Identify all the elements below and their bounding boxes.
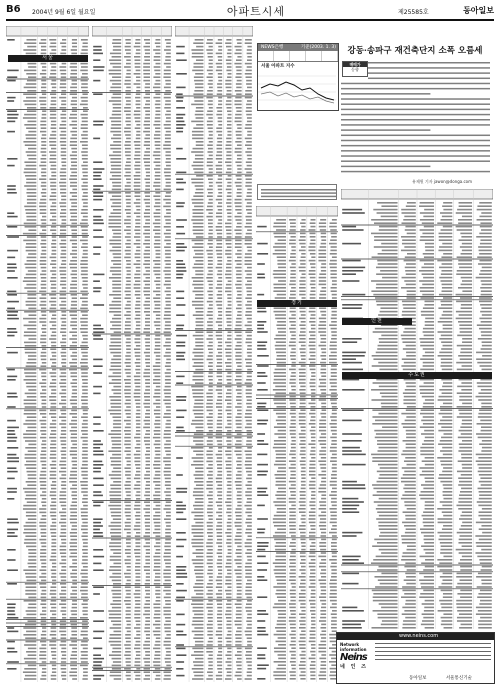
table-row bbox=[112, 301, 171, 303]
price-table-column bbox=[341, 189, 493, 629]
table-row bbox=[111, 437, 171, 439]
index-series-line bbox=[261, 82, 334, 100]
text-line bbox=[341, 129, 430, 131]
table-row bbox=[194, 433, 252, 435]
neins-logo-brand: Neins bbox=[340, 652, 367, 663]
table-row bbox=[111, 206, 171, 208]
price-table-column bbox=[175, 26, 253, 682]
table-row bbox=[275, 386, 337, 388]
text-line bbox=[341, 103, 490, 105]
text-line bbox=[341, 93, 430, 95]
table-row bbox=[376, 301, 492, 303]
issue-date: 2004년 9월 6일 월요일 bbox=[32, 9, 96, 16]
region-banner: 인천 bbox=[342, 318, 412, 325]
article-byline: 유제원 기자 jawon@donga.com bbox=[412, 179, 473, 184]
table-row bbox=[113, 420, 170, 422]
table-row bbox=[28, 552, 87, 554]
index-cell bbox=[274, 56, 290, 61]
table-row bbox=[194, 627, 251, 629]
table-row bbox=[112, 379, 171, 381]
text-line bbox=[368, 78, 490, 80]
partner-name: 서울통신기술 bbox=[445, 676, 472, 681]
table-row bbox=[276, 352, 337, 354]
neins-logo-top: Network information bbox=[340, 642, 367, 652]
table-row bbox=[372, 423, 491, 425]
index-cell bbox=[290, 56, 306, 61]
table-row bbox=[26, 576, 88, 578]
table-row bbox=[113, 257, 170, 259]
table-row bbox=[275, 477, 336, 479]
table-row bbox=[382, 250, 492, 252]
table-row bbox=[278, 267, 337, 269]
listing-table bbox=[175, 26, 253, 682]
table-row bbox=[195, 444, 251, 446]
table-row bbox=[375, 297, 492, 299]
table-row bbox=[112, 651, 171, 653]
table-row bbox=[278, 637, 337, 639]
table-row bbox=[111, 515, 171, 517]
table-row bbox=[275, 593, 336, 595]
neins-text-lines bbox=[375, 643, 491, 663]
table-row bbox=[28, 148, 88, 150]
table-row bbox=[194, 76, 252, 78]
table-row bbox=[25, 590, 88, 592]
table-row bbox=[113, 233, 171, 235]
table-row bbox=[113, 134, 171, 136]
table-row bbox=[28, 66, 88, 68]
table-row bbox=[111, 539, 171, 541]
table-row bbox=[26, 386, 87, 388]
table-row bbox=[25, 637, 88, 639]
table-row bbox=[26, 53, 88, 55]
table-row bbox=[371, 399, 491, 401]
table-row bbox=[26, 495, 88, 497]
table-row bbox=[374, 246, 492, 248]
table-row bbox=[112, 580, 171, 582]
table-row bbox=[371, 290, 491, 292]
table-row bbox=[194, 665, 252, 667]
table-row bbox=[28, 566, 87, 568]
market-index-box bbox=[257, 43, 339, 111]
table-row bbox=[26, 178, 88, 180]
text-line bbox=[341, 119, 490, 121]
article-body bbox=[340, 59, 492, 177]
table-row bbox=[380, 311, 492, 313]
table-row bbox=[26, 362, 87, 364]
table-row bbox=[113, 427, 171, 429]
text-line bbox=[341, 171, 490, 173]
text-line bbox=[368, 72, 490, 74]
table-row bbox=[196, 454, 252, 456]
table-row bbox=[372, 416, 491, 418]
table-row bbox=[111, 406, 171, 408]
table-row bbox=[26, 83, 88, 85]
table-row bbox=[26, 151, 88, 153]
neins-url-bar: www.neins.com bbox=[337, 633, 494, 640]
table-row bbox=[28, 597, 87, 599]
table-row bbox=[194, 63, 252, 65]
partner-name: 동아일보 bbox=[409, 676, 427, 681]
table-row bbox=[28, 556, 87, 558]
price-table-column bbox=[256, 206, 338, 682]
text-block bbox=[340, 59, 492, 177]
table-row bbox=[276, 481, 337, 483]
table-row bbox=[378, 617, 492, 619]
table-row bbox=[26, 73, 87, 75]
text-line bbox=[341, 83, 490, 85]
index-series-line bbox=[261, 92, 334, 103]
table-row bbox=[111, 97, 170, 99]
table-row bbox=[278, 280, 337, 282]
table-row bbox=[376, 518, 492, 520]
text-line bbox=[261, 192, 336, 194]
section-title: 아파트시세 bbox=[226, 5, 286, 18]
table-row bbox=[372, 590, 492, 592]
table-row bbox=[276, 590, 337, 592]
table-row bbox=[26, 246, 88, 248]
table-row bbox=[275, 392, 336, 394]
table-row bbox=[379, 474, 491, 476]
table-row bbox=[28, 450, 88, 452]
table-row bbox=[278, 416, 337, 418]
table-row bbox=[278, 467, 337, 469]
table-row bbox=[25, 209, 88, 211]
table-row bbox=[372, 457, 491, 459]
index-cell bbox=[258, 56, 274, 61]
notice-box bbox=[257, 184, 337, 200]
table-row bbox=[377, 471, 492, 473]
table-row bbox=[194, 413, 252, 415]
table-row bbox=[372, 545, 492, 547]
table-row bbox=[194, 80, 252, 82]
price-table-column bbox=[92, 26, 172, 682]
table-row bbox=[378, 253, 492, 255]
table-row bbox=[196, 141, 252, 143]
table-row bbox=[373, 593, 491, 595]
table-row bbox=[26, 127, 88, 129]
index-header-bar bbox=[258, 44, 338, 51]
text-line bbox=[261, 196, 336, 198]
table-row bbox=[373, 382, 492, 384]
table-row bbox=[375, 586, 492, 588]
table-row bbox=[378, 579, 492, 581]
issue-number: 제25585호 bbox=[398, 9, 429, 16]
table-row bbox=[25, 134, 87, 136]
listing-table bbox=[341, 189, 493, 629]
table-row bbox=[276, 229, 337, 231]
text-line bbox=[341, 160, 490, 162]
table-row bbox=[374, 236, 492, 238]
table-row bbox=[378, 314, 492, 316]
table-row bbox=[276, 457, 337, 459]
table-row bbox=[28, 563, 88, 565]
table-row bbox=[381, 552, 492, 554]
table-row bbox=[374, 576, 491, 578]
table-row bbox=[276, 552, 337, 554]
text-line bbox=[375, 647, 491, 648]
trend-tag-top: 매매가 bbox=[343, 62, 367, 67]
table-row bbox=[196, 236, 252, 238]
text-line bbox=[341, 166, 430, 168]
table-row bbox=[112, 114, 171, 116]
table-row bbox=[276, 335, 337, 337]
trend-tag-bottom: 동향 bbox=[351, 67, 359, 72]
table-row bbox=[112, 607, 171, 609]
text-line bbox=[375, 643, 491, 644]
table-row bbox=[113, 141, 171, 143]
table-row bbox=[28, 665, 88, 667]
text-line bbox=[341, 135, 490, 137]
index-cell bbox=[322, 56, 338, 61]
table-row bbox=[26, 546, 88, 548]
table-row bbox=[196, 593, 252, 595]
text-line bbox=[341, 150, 490, 152]
text-line bbox=[341, 140, 490, 142]
table-row bbox=[111, 260, 171, 262]
table-row bbox=[381, 403, 492, 405]
table-row bbox=[275, 559, 337, 561]
index-cell bbox=[306, 56, 322, 61]
table-row bbox=[374, 222, 492, 224]
listing-table bbox=[256, 206, 338, 682]
table-row bbox=[194, 372, 252, 374]
table-row bbox=[28, 444, 87, 446]
table-row bbox=[374, 239, 492, 241]
table-row bbox=[377, 202, 492, 204]
table-row bbox=[195, 369, 251, 371]
text-line bbox=[341, 109, 490, 111]
table-row bbox=[28, 253, 88, 255]
text-line bbox=[261, 189, 336, 191]
table-row bbox=[26, 284, 87, 286]
table-row bbox=[372, 256, 492, 258]
table-row bbox=[25, 593, 87, 595]
neins-logo-korean: 네 인 즈 bbox=[340, 664, 368, 670]
table-row bbox=[194, 403, 252, 405]
text-line bbox=[341, 155, 490, 157]
table-row bbox=[377, 542, 492, 544]
neins-logo bbox=[340, 642, 370, 678]
table-row bbox=[28, 355, 88, 357]
table-row bbox=[275, 318, 337, 320]
table-row bbox=[275, 450, 337, 452]
table-row bbox=[113, 297, 171, 299]
text-line bbox=[341, 124, 490, 126]
table-row bbox=[373, 331, 492, 333]
page-number: B6 bbox=[6, 4, 21, 15]
table-row bbox=[374, 430, 491, 432]
text-line bbox=[341, 98, 490, 100]
table-row bbox=[375, 437, 492, 439]
table-row bbox=[195, 331, 251, 333]
table-row bbox=[376, 287, 492, 289]
price-table-column bbox=[6, 26, 89, 682]
table-row bbox=[26, 138, 88, 140]
text-line bbox=[341, 114, 490, 116]
table-row bbox=[276, 358, 337, 360]
table-row bbox=[26, 304, 88, 306]
table-row bbox=[380, 467, 492, 469]
newspaper-logo: 동아일보 bbox=[463, 6, 494, 15]
table-row bbox=[26, 243, 88, 245]
table-row bbox=[275, 484, 336, 486]
table-row bbox=[278, 600, 337, 602]
table-row bbox=[27, 260, 88, 262]
table-row bbox=[112, 56, 171, 58]
table-row bbox=[275, 460, 336, 462]
text-line bbox=[375, 651, 491, 652]
table-row bbox=[196, 484, 252, 486]
index-chart-title: 서울 아파트 지수 bbox=[261, 64, 295, 69]
table-row bbox=[381, 396, 491, 398]
text-line bbox=[375, 659, 491, 660]
table-row bbox=[27, 219, 88, 221]
table-row bbox=[278, 239, 337, 241]
table-row bbox=[382, 277, 492, 279]
table-row bbox=[194, 651, 252, 653]
region-banner: 수도권 bbox=[342, 372, 492, 379]
table-row bbox=[26, 515, 88, 517]
text-line bbox=[368, 67, 490, 69]
table-row bbox=[381, 406, 491, 408]
table-row bbox=[196, 144, 252, 146]
table-row bbox=[378, 345, 492, 347]
table-row bbox=[196, 311, 252, 313]
table-row bbox=[381, 335, 491, 337]
table-row bbox=[196, 318, 252, 320]
table-row bbox=[113, 481, 171, 483]
table-row bbox=[377, 348, 492, 350]
listing-table bbox=[92, 26, 172, 682]
table-row bbox=[373, 494, 492, 496]
table-row bbox=[113, 355, 171, 357]
table-row bbox=[195, 522, 251, 524]
table-row bbox=[377, 491, 492, 493]
region-banner: 서울 bbox=[8, 55, 88, 62]
table-row bbox=[380, 392, 492, 394]
table-row bbox=[28, 389, 87, 391]
index-line-chart bbox=[258, 70, 336, 110]
table-row bbox=[382, 426, 492, 428]
table-row bbox=[277, 260, 336, 262]
neins-info-box bbox=[336, 632, 495, 684]
index-grid bbox=[258, 51, 338, 62]
table-row bbox=[376, 284, 492, 286]
table-row bbox=[381, 205, 491, 207]
table-row bbox=[195, 515, 252, 517]
region-banner: 경기 bbox=[257, 300, 337, 307]
table-row bbox=[194, 481, 252, 483]
table-row bbox=[375, 328, 492, 330]
table-row bbox=[276, 219, 337, 221]
table-row bbox=[381, 216, 492, 218]
table-row bbox=[373, 596, 492, 598]
table-row bbox=[111, 165, 171, 167]
table-row bbox=[26, 382, 88, 384]
table-row bbox=[373, 600, 492, 602]
table-row bbox=[377, 569, 492, 571]
table-row bbox=[194, 287, 252, 289]
table-row bbox=[377, 443, 492, 445]
table-row bbox=[26, 365, 88, 367]
listing-table bbox=[6, 26, 89, 682]
table-row bbox=[194, 90, 251, 92]
table-row bbox=[371, 219, 492, 221]
table-row bbox=[28, 359, 88, 361]
table-row bbox=[28, 654, 88, 656]
table-row bbox=[26, 274, 88, 276]
text-line bbox=[341, 145, 490, 147]
article-headline: 강동·송파구 재건축단지 소폭 오름세 bbox=[347, 46, 483, 56]
table-row bbox=[276, 641, 337, 643]
table-row bbox=[278, 617, 337, 619]
text-line bbox=[375, 655, 491, 656]
table-row bbox=[194, 362, 252, 364]
table-row bbox=[278, 430, 337, 432]
table-row bbox=[278, 644, 337, 646]
index-bar-base: 기준(2003. 1. 3) bbox=[300, 45, 336, 50]
table-row bbox=[378, 263, 492, 265]
table-row bbox=[112, 389, 171, 391]
table-row bbox=[111, 590, 170, 592]
text-line bbox=[341, 88, 490, 90]
page-header bbox=[6, 3, 494, 21]
index-bar-title: NEWS은행 bbox=[261, 45, 284, 50]
table-row bbox=[377, 613, 491, 615]
text-line bbox=[368, 62, 490, 64]
table-row bbox=[374, 539, 492, 541]
table-row bbox=[196, 549, 252, 551]
table-row bbox=[27, 580, 88, 582]
table-row bbox=[26, 182, 88, 184]
table-row bbox=[26, 512, 88, 514]
table-row bbox=[113, 263, 171, 265]
table-row bbox=[371, 233, 492, 235]
table-row bbox=[372, 365, 492, 367]
table-row bbox=[276, 413, 337, 415]
table-row bbox=[26, 586, 88, 588]
text-block bbox=[260, 186, 337, 200]
table-row bbox=[113, 583, 171, 585]
neins-partners bbox=[409, 675, 490, 681]
table-row bbox=[195, 110, 251, 112]
table-row bbox=[195, 321, 251, 323]
table-row bbox=[26, 481, 88, 483]
table-row bbox=[372, 460, 492, 462]
table-row bbox=[113, 552, 171, 554]
